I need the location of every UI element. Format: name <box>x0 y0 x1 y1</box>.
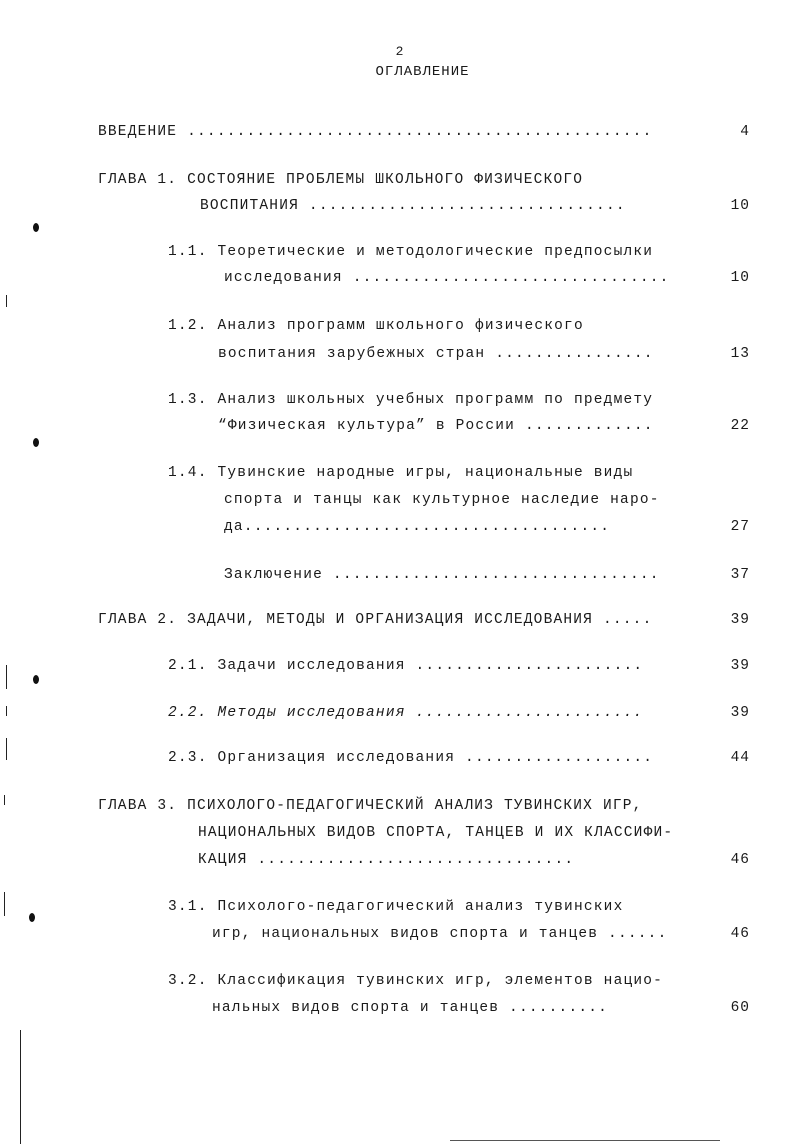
scan-mark <box>6 706 7 716</box>
toc-entry-text: ГЛАВА 3. ПСИХОЛОГО-ПЕДАГОГИЧЕСКИЙ АНАЛИЗ ТУВИНСКИХ ИГР, <box>98 798 643 814</box>
toc-entry-text: 1.3. Анализ школьных учебных программ по предмету <box>168 392 654 408</box>
scan-dot <box>29 913 35 922</box>
scan-mark <box>4 892 5 916</box>
toc-entry-page: 39 <box>730 658 750 674</box>
toc-entry-text: ВВЕДЕНИЕ ............................................... <box>98 124 653 140</box>
toc-entry-text: 1.4. Тувинские народные игры, национальные виды <box>168 465 634 481</box>
page-title: ОГЛАВЛЕНИЕ <box>375 64 470 80</box>
toc-entry-page: 39 <box>730 705 750 721</box>
toc-entry-text: 2.2. Методы исследования ....................... <box>168 705 644 721</box>
toc-entry-page: 13 <box>730 346 750 362</box>
toc-entry-text: Заключение ................................. <box>224 567 660 583</box>
scan-mark <box>4 795 5 805</box>
toc-entry-text: 1.2. Анализ программ школьного физического <box>168 318 584 334</box>
toc-entry-page: 22 <box>730 418 750 434</box>
bottom-rule <box>450 1140 720 1141</box>
toc-entry-page: 37 <box>730 567 750 583</box>
toc-entry-page: 10 <box>730 198 750 214</box>
toc-entry-page: 44 <box>730 750 750 766</box>
toc-entry-page: 60 <box>730 1000 750 1016</box>
toc-entry-text: 3.1. Психолого-педагогический анализ тувинских <box>168 899 624 915</box>
toc-entry-text: ГЛАВА 1. СОСТОЯНИЕ ПРОБЛЕМЫ ШКОЛЬНОГО ФИЗИЧЕСКОГО <box>98 172 584 188</box>
toc-entry-text-cont: ВОСПИТАНИЯ ................................ <box>200 198 626 214</box>
toc-entry-text-cont: игр, национальных видов спорта и танцев ...... <box>212 926 668 942</box>
toc-entry-text-cont: НАЦИОНАЛЬНЫХ ВИДОВ СПОРТА, ТАНЦЕВ И ИХ КЛАССИФИ- <box>198 825 674 841</box>
toc-entry-text-cont: КАЦИЯ ................................ <box>198 852 575 868</box>
toc-entry-text-cont: исследования ................................ <box>224 270 670 286</box>
toc-entry-text-cont: “Физическая культура” в России ............. <box>218 418 654 434</box>
toc-entry-text: 2.3. Организация исследования ................... <box>168 750 654 766</box>
toc-entry-text: 1.1. Теоретические и методологические предпосылки <box>168 244 654 260</box>
toc-entry-page: 39 <box>730 612 750 628</box>
toc-entry-page: 4 <box>740 124 750 140</box>
scan-mark <box>20 1030 21 1144</box>
toc-entry-text-cont: да..................................... <box>224 519 611 535</box>
toc-entry-page: 27 <box>730 519 750 535</box>
toc-entry-text: ГЛАВА 2. ЗАДАЧИ, МЕТОДЫ И ОРГАНИЗАЦИЯ ИССЛЕДОВАНИЯ ..... <box>98 612 653 628</box>
scan-mark <box>6 665 7 689</box>
page-number: 2 <box>395 44 404 59</box>
toc-entry-text-cont: спорта и танцы как культурное наследие наро- <box>224 492 660 508</box>
toc-entry-text-cont: нальных видов спорта и танцев .......... <box>212 1000 609 1016</box>
scan-dot <box>33 675 39 684</box>
scan-dot <box>33 223 39 232</box>
toc-entry-page: 46 <box>730 926 750 942</box>
scan-dot <box>33 438 39 447</box>
scan-mark <box>6 295 7 307</box>
toc-entry-text-cont: воспитания зарубежных стран ................ <box>218 346 654 362</box>
scan-mark <box>6 738 7 760</box>
toc-entry-page: 46 <box>730 852 750 868</box>
toc-entry-text: 3.2. Классификация тувинских игр, элементов нацио- <box>168 973 664 989</box>
toc-entry-page: 10 <box>730 270 750 286</box>
toc-entry-text: 2.1. Задачи исследования ....................... <box>168 658 644 674</box>
